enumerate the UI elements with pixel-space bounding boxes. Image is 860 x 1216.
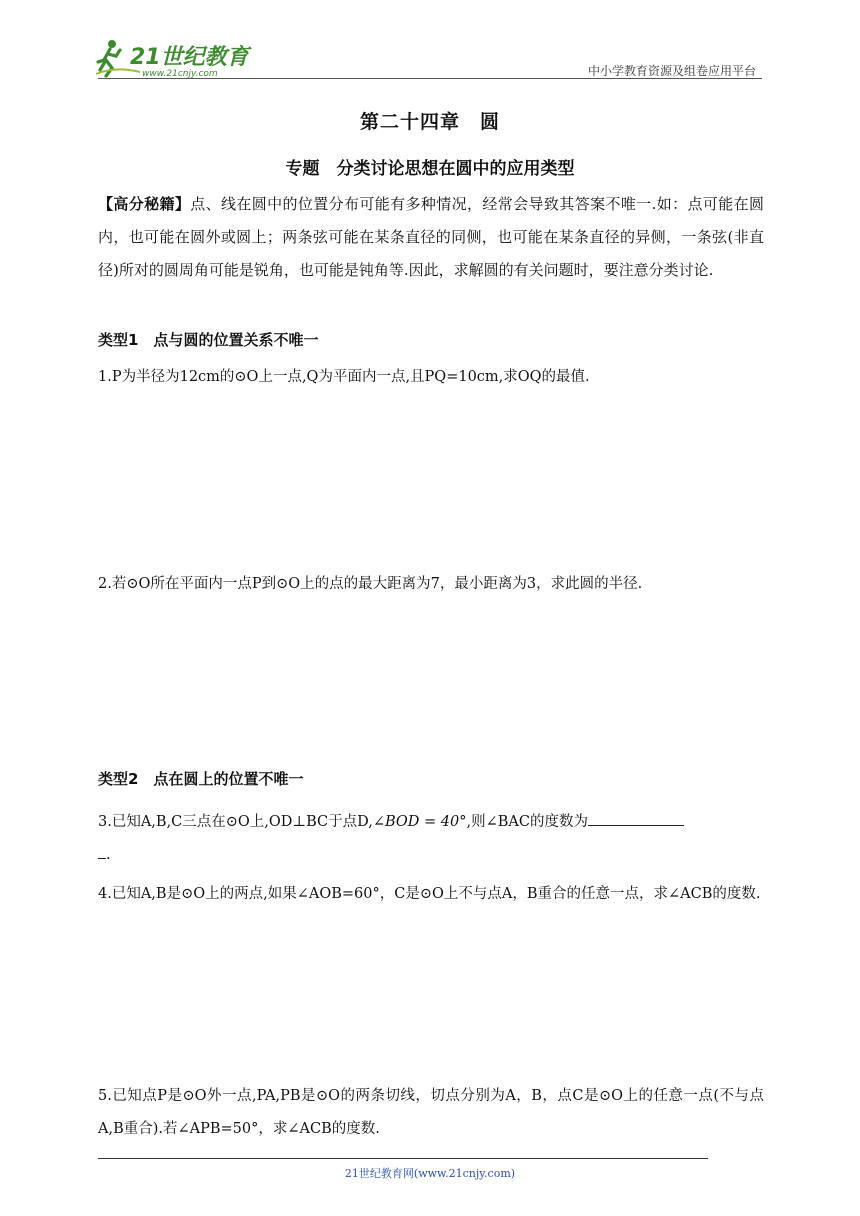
footer-divider [98,1158,708,1159]
platform-name: 中小学教育资源及组卷应用平台 [587,64,756,78]
question-2: 2.若⊙O所在平面内一点P到⊙O上的点的最大距离为7，最小距离为3，求此圆的半径. [98,576,643,592]
question-3-math: ∠BOD = 40° [372,814,467,830]
intro-tag: 【高分秘籍】 [98,195,191,213]
question-3-text-before: 3.已知A,B,C三点在⊙O上,OD⊥BC于点D, [98,814,373,830]
runner-logo-icon [96,36,266,80]
section-type2: 类型2 点在圆上的位置不唯一 [98,770,304,788]
question-5: 5.已知点P是⊙O外一点,PA,PB是⊙O的两条切线，切点分别为A，B，点C是⊙O上的任意一点(不与点A,B重合).若∠APB=50°，求∠ACB的度数. [98,1088,764,1137]
header-divider [98,78,762,79]
question-3 [98,806,764,872]
svg-text:21世纪教育: 21世纪教育 [130,45,249,70]
answer-blank[interactable] [588,811,684,826]
chapter-title: 第二十四章 圆 [359,111,500,133]
question-3-end: . [106,847,111,863]
question-3-text-after: ,则∠BAC的度数为 [466,814,588,830]
answer-blank-continued [98,844,106,859]
intro-text: 点、线在圆中的位置分布可能有多种情况，经常会导致其答案不唯一.如：点可能在圆内，也可能在圆外或圆上；两条弦可能在某条直径的同侧，也可能在某条直径的异侧，一条弦(非直径)所对的圆周角可能是锐角，也可能是钝角等.因此，求解圆的有关问题时，要注意分类讨论. [98,195,764,279]
svg-text:www.21cnjy.com: www.21cnjy.com [142,69,218,79]
logo [96,36,266,80]
question-1: 1.P为半径为12cm的⊙O上一点,Q为平面内一点,且PQ=10cm,求OQ的最值. [98,369,590,385]
section-type1: 类型1 点与圆的位置关系不唯一 [98,331,319,349]
question-4: 4.已知A,B是⊙O上的两点,如果∠AOB=60°，C是⊙O上不与点A，B重合的任意一点，求∠ACB的度数. [98,886,761,902]
footer-text: 21世纪教育网(www.21cnjy.com) [344,1167,516,1180]
intro-paragraph [98,188,764,287]
topic-title: 专题 分类讨论思想在圆中的应用类型 [285,159,575,179]
